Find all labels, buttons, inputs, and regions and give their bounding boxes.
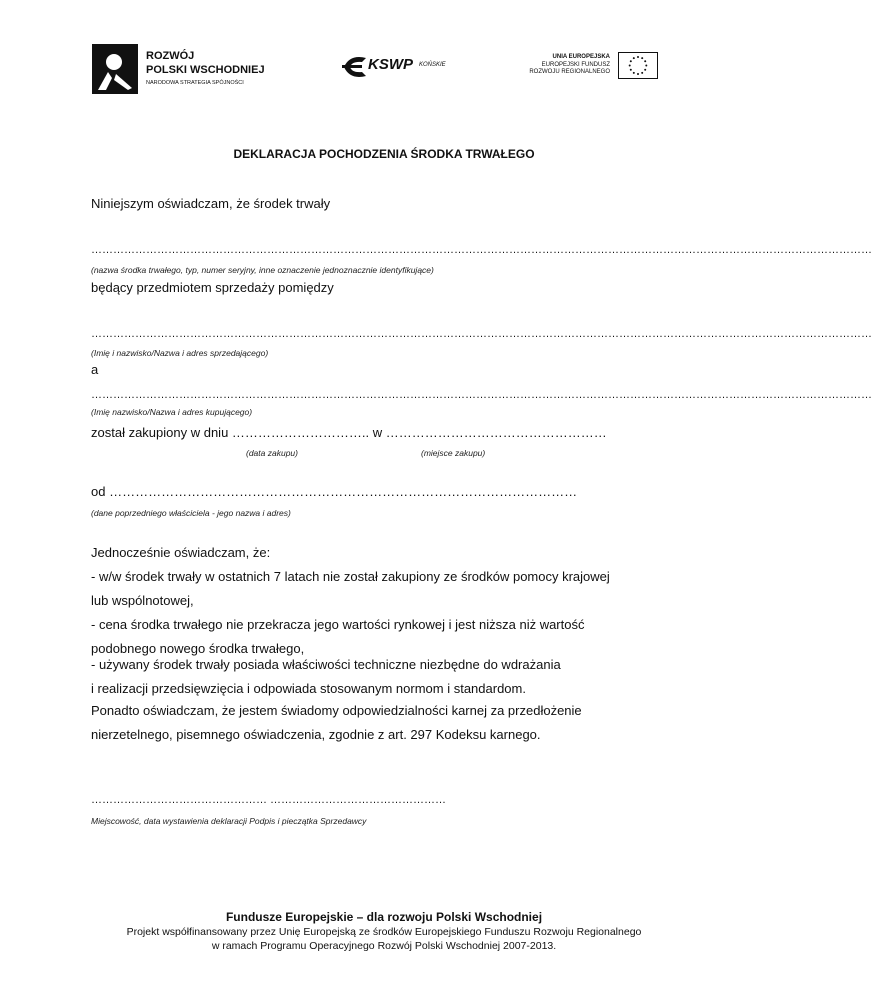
seller-field: ……………………………………………………………………………………………………………………………………………………………………………………………: [91, 328, 872, 340]
and-text: a: [91, 362, 99, 377]
footer-line-1: Projekt współfinansowany przez Unię Europejską ze środków Europejskiego Funduszu Rozwoju Regionalnego: [126, 926, 642, 938]
kswp-logo: [340, 50, 460, 84]
statement-line-5: - używany środek trwały posiada właściwości techniczne niezbędne do wdrażania: [91, 657, 561, 672]
rpw-line3: NARODOWA STRATEGIA SPÓJNOŚCI: [146, 80, 244, 86]
statement-line-2: lub wspólnotowej,: [91, 593, 194, 608]
caption-previous-owner: (dane poprzedniego właściciela - jego nazwa i adres): [91, 508, 291, 518]
document-title: DEKLARACJA POCHODZENIA ŚRODKA TRWAŁEGO: [233, 147, 535, 161]
caption-asset: (nazwa środka trwałego, typ, numer seryjny, inne oznaczenie jednoznacznie identyfikujące): [91, 265, 434, 275]
kswp-sub: KOŃSKIE: [419, 62, 446, 68]
rpw-logo: [92, 44, 292, 96]
statement-line-3: - cena środka trwałego nie przekracza jego wartości rynkowej i jest niższa niż wartość: [91, 617, 585, 632]
eu-logo: [520, 52, 662, 82]
subject-text: będący przedmiotem sprzedaży pomiędzy: [91, 280, 334, 295]
rpw-line2: POLSKI WSCHODNIEJ: [146, 64, 265, 76]
eu-line1: UNIA EUROPEJSKA: [552, 54, 610, 60]
previous-owner-line: od ………………………………………………………………………………………………: [91, 484, 578, 499]
statement-line-1: - w/w środek trwały w ostatnich 7 latach nie został zakupiony ze środków pomocy krajowej: [91, 569, 610, 584]
buyer-field: ……………………………………………………………………………………………………………………………………………………………………………………………: [91, 389, 872, 401]
footer-line-2: w ramach Programu Operacyjnego Rozwój Polski Wschodniej 2007-2013.: [211, 940, 557, 952]
rpw-emblem-icon: [92, 44, 138, 94]
signature-caption: Miejscowość, data wystawienia deklaracji Podpis i pieczątka Sprzedawcy: [91, 816, 367, 826]
kswp-main: KSWP: [368, 56, 413, 73]
caption-seller: (Imię i nazwisko/Nazwa i adres sprzedającego): [91, 348, 269, 358]
eu-line3: ROZWOJU REGIONALNEGO: [529, 69, 610, 75]
purchased-line: został zakupiony w dniu ………………………….. w ……………………………………………: [91, 425, 607, 440]
intro-text: Niniejszym oświadczam, że środek trwały: [91, 196, 331, 211]
statement-line-8: nierzetelnego, pisemnego oświadczenia, zgodnie z art. 297 Kodeksu karnego.: [91, 727, 541, 742]
caption-date: (data zakupu): [246, 448, 298, 458]
asset-name-field: ……………………………………………………………………………………………………………………………………………………………………………………………: [91, 244, 872, 256]
caption-place: (miejsce zakupu): [421, 448, 486, 458]
eu-line2: EUROPEJSKI FUNDUSZ: [541, 61, 610, 68]
signature-field: ………………………………………… …………………………………………: [91, 794, 447, 806]
rpw-line1: ROZWÓJ: [146, 50, 195, 62]
statement-line-6: i realizacji przedsięwzięcia i odpowiada stosowanym normom i standardom.: [91, 681, 526, 696]
declare-heading: Jednocześnie oświadczam, że:: [91, 545, 271, 560]
statement-line-4: podobnego nowego środka trwałego,: [91, 641, 305, 656]
footer-title: Fundusze Europejskie – dla rozwoju Polski Wschodniej: [225, 910, 543, 924]
statement-line-7: Ponadto oświadczam, że jestem świadomy odpowiedzialności karnej za przedłożenie: [91, 703, 582, 718]
eu-flag-icon: [618, 52, 658, 79]
caption-buyer: (Imię nazwisko/Nazwa i adres kupującego): [91, 407, 253, 417]
